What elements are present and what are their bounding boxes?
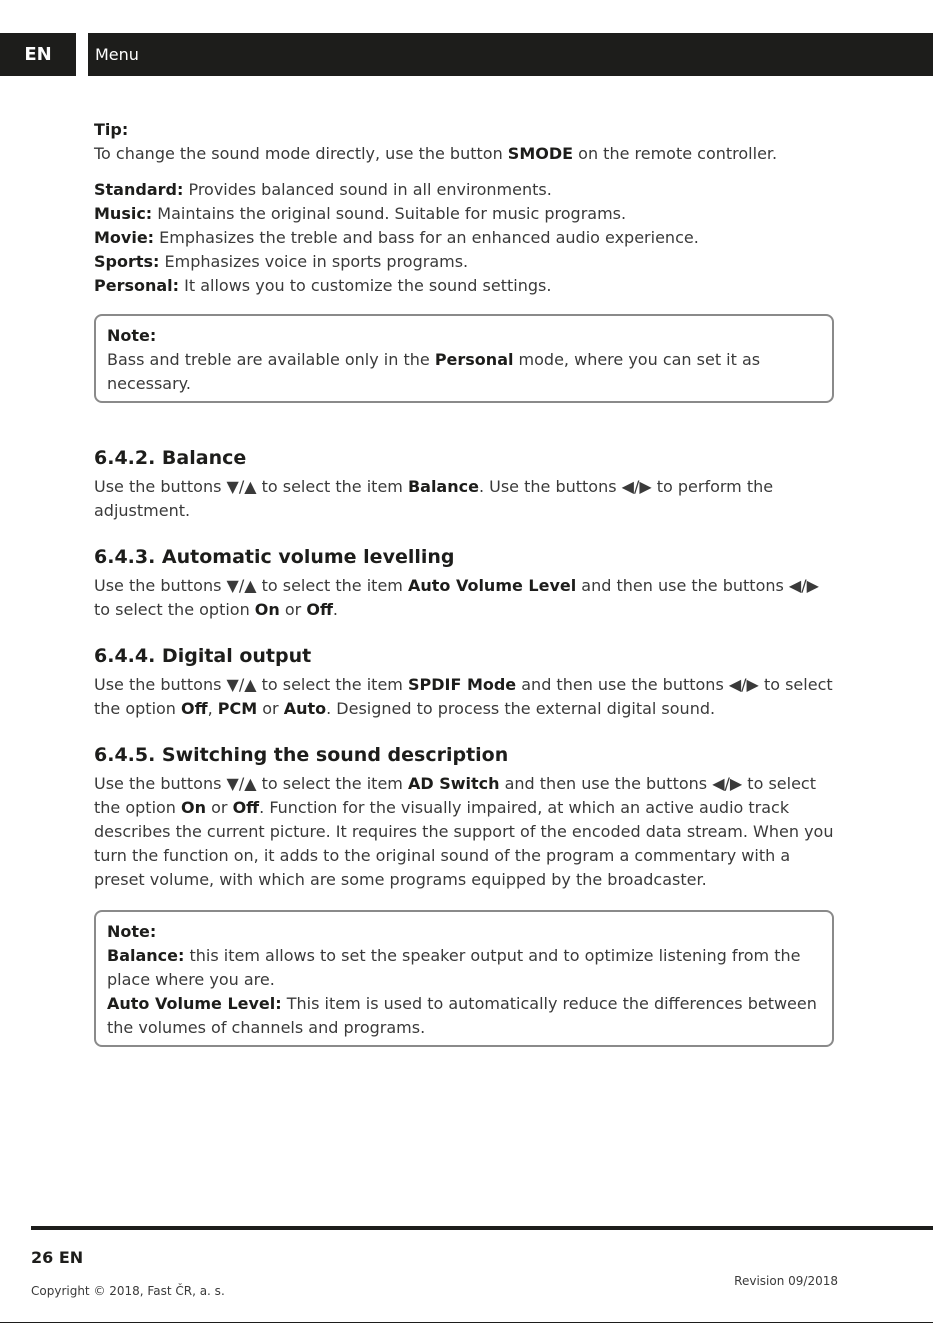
body-text: , xyxy=(207,699,218,718)
section-body-digital-output xyxy=(94,673,839,721)
page-bottom-border xyxy=(0,1322,933,1323)
tip-label: Tip: xyxy=(94,120,129,139)
mode-desc: Maintains the original sound. Suitable for music programs. xyxy=(152,204,627,223)
mode-item xyxy=(94,202,839,226)
mode-name: Standard: xyxy=(94,180,184,199)
body-text: or xyxy=(279,600,307,619)
language-tab: EN xyxy=(24,44,52,65)
note-term: Auto Volume Level: xyxy=(107,994,282,1013)
note-text-pre: Bass and treble are available only in the xyxy=(107,350,435,369)
mode-item xyxy=(94,226,839,250)
mode-name: Movie: xyxy=(94,228,155,247)
mode-name: Music: xyxy=(94,204,153,223)
section-heading-balance: 6.4.2. Balance xyxy=(94,447,247,469)
tip-text-post: on the remote controller. xyxy=(573,144,778,163)
mode-desc: It allows you to customize the sound settings. xyxy=(179,276,552,295)
header-divider xyxy=(76,33,88,76)
body-text: Use the buttons ▼/▲ to select the item xyxy=(94,477,408,496)
note-text-post: mode, where you can set it as necessary. xyxy=(107,350,761,393)
menu-item-name: Balance xyxy=(407,477,479,496)
body-text: . Use the buttons ◀/▶ to perform the adjustment. xyxy=(94,477,774,520)
body-text: . Function for the visually impaired, at which an active audio track describes the current picture. It requires the support of the encoded data stream. When you turn the function on, it adds to the original sound of the program a commentary with a preset volume, with which are some programs equipped by the broadcaster. xyxy=(94,798,834,889)
note-text xyxy=(107,348,822,396)
option-name: On xyxy=(181,798,207,817)
body-text: or xyxy=(206,798,233,817)
option-name: PCM xyxy=(217,699,258,718)
body-text: and then use the buttons ◀/▶ to select the option xyxy=(94,675,833,718)
note-box-personal xyxy=(94,314,834,403)
tip-button-name: SMODE xyxy=(507,144,574,163)
note-term: Balance: xyxy=(107,946,185,965)
sound-mode-list xyxy=(94,178,839,298)
section-body-sound-description xyxy=(94,772,839,892)
note-desc: this item allows to set the speaker output and to optimize listening from the place where you are. xyxy=(107,946,801,989)
mode-desc: Emphasizes the treble and bass for an enhanced audio experience. xyxy=(154,228,699,247)
menu-item-name: AD Switch xyxy=(407,774,500,793)
copyright-text: Copyright © 2018, Fast ČR, a. s. xyxy=(31,1284,225,1298)
note-bold-term: Personal xyxy=(434,350,514,369)
tip-block xyxy=(94,118,839,166)
option-name: Off xyxy=(306,600,333,619)
mode-item xyxy=(94,250,839,274)
section-title: Menu xyxy=(95,45,139,64)
mode-name: Sports: xyxy=(94,252,160,271)
option-name: Auto xyxy=(283,699,327,718)
body-text: . xyxy=(332,600,338,619)
menu-item-name: SPDIF Mode xyxy=(407,675,517,694)
section-heading-sound-description: 6.4.5. Switching the sound description xyxy=(94,744,509,766)
body-text: . Designed to process the external digital sound. xyxy=(326,699,716,718)
tip-text xyxy=(94,142,839,166)
body-text: and then use the buttons ◀/▶ to select the option xyxy=(94,576,819,619)
section-body-balance xyxy=(94,475,839,523)
section-heading-digital-output: 6.4.4. Digital output xyxy=(94,645,312,667)
note-desc: This item is used to automatically reduce the differences between the volumes of channels and programs. xyxy=(107,994,817,1037)
option-name: On xyxy=(254,600,280,619)
tip-text-pre: To change the sound mode directly, use the button xyxy=(94,144,508,163)
section-body-auto-volume xyxy=(94,574,839,622)
body-text: Use the buttons ▼/▲ to select the item xyxy=(94,675,408,694)
note-item xyxy=(107,944,822,992)
option-name: Off xyxy=(181,699,208,718)
note-title: Note: xyxy=(107,922,157,941)
mode-item xyxy=(94,178,839,202)
body-text: Use the buttons ▼/▲ to select the item xyxy=(94,576,408,595)
note-box-definitions xyxy=(94,910,834,1047)
section-heading-auto-volume: 6.4.3. Automatic volume levelling xyxy=(94,546,455,568)
menu-item-name: Auto Volume Level xyxy=(407,576,577,595)
body-text: or xyxy=(257,699,284,718)
mode-name: Personal: xyxy=(94,276,180,295)
page-content xyxy=(94,118,839,1047)
note-item xyxy=(107,992,822,1040)
note-title: Note: xyxy=(107,326,157,345)
mode-desc: Emphasizes voice in sports programs. xyxy=(159,252,469,271)
mode-item xyxy=(94,274,839,298)
body-text: and then use the buttons ◀/▶ to select the option xyxy=(94,774,816,817)
mode-desc: Provides balanced sound in all environments. xyxy=(183,180,552,199)
revision-text: Revision 09/2018 xyxy=(734,1274,838,1288)
option-name: Off xyxy=(232,798,260,817)
page-number: 26 EN xyxy=(31,1248,84,1267)
footer-divider xyxy=(31,1226,933,1230)
header-bar xyxy=(0,33,933,76)
body-text: Use the buttons ▼/▲ to select the item xyxy=(94,774,408,793)
